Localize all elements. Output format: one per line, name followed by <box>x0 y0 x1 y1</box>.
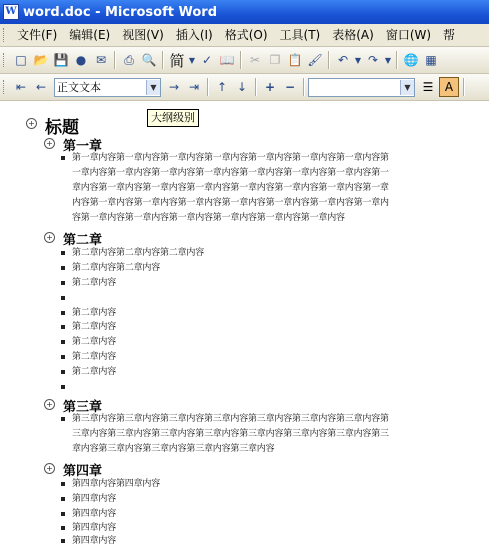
print-preview-icon[interactable]: 🔍 <box>141 53 157 67</box>
list-item <box>61 492 397 507</box>
chapter2-body-text[interactable]: 第二章内容 <box>72 367 117 377</box>
chapter2-body-text[interactable]: 第二章内容 <box>72 352 117 362</box>
chapter4-body-text[interactable]: 第四章内容 <box>72 494 117 504</box>
dropdown-arrow-icon[interactable]: ▼ <box>354 55 362 65</box>
list-item <box>61 320 397 335</box>
collapse-icon[interactable]: − <box>284 80 296 94</box>
menu-insert[interactable]: 插入(I) <box>175 28 213 42</box>
list-item <box>61 246 397 261</box>
standard-toolbar <box>0 47 489 74</box>
demote-icon[interactable]: → <box>168 80 180 94</box>
outline-level-tooltip: 大纲级别 <box>147 109 199 127</box>
dropdown-arrow-icon[interactable]: ▼ <box>146 80 160 95</box>
tables-borders-icon[interactable]: ▦ <box>425 53 437 67</box>
body-text-bullet-icon[interactable] <box>61 296 65 300</box>
body-text-bullet-icon[interactable] <box>61 539 65 543</box>
body-text-bullet-icon[interactable] <box>61 266 65 270</box>
outline-body-row <box>61 412 397 457</box>
toolbar-separator <box>240 51 242 69</box>
outline-level-value: 正文文本 <box>57 81 101 94</box>
word-app-icon: W <box>3 4 19 20</box>
chapter4-body-text[interactable]: 第四章内容第四章内容 <box>72 479 161 489</box>
show-level-combo[interactable] <box>308 78 415 97</box>
body-text-bullet-icon[interactable] <box>61 340 65 344</box>
show-formatting-icon[interactable]: A <box>439 77 459 97</box>
body-text-bullet-icon[interactable] <box>61 385 65 389</box>
document-title[interactable]: 标题 <box>45 118 79 138</box>
toolbar-separator <box>162 51 164 69</box>
copy-icon[interactable]: ❐ <box>269 53 281 67</box>
menu-format[interactable]: 格式(O) <box>224 28 268 42</box>
outline-expand-icon[interactable]: + <box>44 463 55 474</box>
undo-icon[interactable]: ↶ <box>337 53 349 67</box>
chapter2-body-text[interactable]: 第二章内容 <box>72 308 117 318</box>
chapter3-body-text[interactable]: 第三章内容第三章内容第三章内容第三章内容第三章内容第三章内容第三章内容第三章内容第三章内容第三章内容第三章内容第三章内容第三章内容第三章内容第三章内容第三章内容第三章内容第三章内容第三章内容 <box>72 414 389 454</box>
body-text-bullet-icon[interactable] <box>61 512 65 516</box>
body-text-bullet-icon[interactable] <box>61 311 65 315</box>
demote-to-body-icon[interactable]: ⇥ <box>188 80 200 94</box>
body-text-bullet-icon[interactable] <box>61 417 65 421</box>
chapter2-body-text[interactable]: 第二章内容 <box>72 337 117 347</box>
list-item <box>61 477 397 492</box>
body-text-bullet-icon[interactable] <box>61 251 65 255</box>
chapter2-body-text[interactable]: 第二章内容 <box>72 278 117 288</box>
permission-icon[interactable]: ● <box>75 53 87 67</box>
email-icon[interactable]: ✉ <box>95 53 107 67</box>
save-icon[interactable]: 💾 <box>53 53 69 67</box>
menu-bar <box>0 24 489 47</box>
paste-icon[interactable]: 📋 <box>287 53 303 67</box>
list-item <box>61 291 397 300</box>
dropdown-arrow-icon[interactable]: ▼ <box>384 55 392 65</box>
toolbar-separator <box>114 51 116 69</box>
body-text-bullet-icon[interactable] <box>61 526 65 530</box>
menu-edit[interactable]: 编辑(E) <box>69 28 111 42</box>
body-text-bullet-icon[interactable] <box>61 156 65 160</box>
new-document-icon[interactable]: □ <box>15 53 27 67</box>
show-first-line-icon[interactable]: ☰ <box>422 80 434 94</box>
toolbar-grip-handle[interactable] <box>3 53 7 67</box>
toolbar-separator <box>303 78 305 96</box>
chapter4-body-text[interactable]: 第四章内容 <box>72 536 117 546</box>
list-item <box>61 380 397 389</box>
chapter1-body-text[interactable]: 第一章内容第一章内容第一章内容第一章内容第一章内容第一章内容第一章内容第一章内容第一章内容第一章内容第一章内容第一章内容第一章内容第一章内容第一章内容第一章内容第一章内容第一章内容第一章内容第一章内容第一章内容第一章内容第一章内容第一章内容第一章内容第一章内容第一章内容第一章内容第一章内容第一章内容第一章内容第一章内容第一章内容第一章内容第一章内容 <box>72 153 389 223</box>
menu-help[interactable]: 帮 <box>443 28 456 42</box>
outline-expand-icon[interactable]: + <box>26 118 37 129</box>
chapter3-heading[interactable]: 第三章 <box>63 400 103 415</box>
body-text-bullet-icon[interactable] <box>61 497 65 501</box>
toolbar-grip-handle[interactable] <box>3 80 7 94</box>
list-item <box>61 335 397 350</box>
outline-body-row <box>61 151 397 226</box>
body-text-bullet-icon[interactable] <box>61 281 65 285</box>
chapter4-body-text[interactable]: 第四章内容 <box>72 509 117 519</box>
redo-icon[interactable]: ↷ <box>367 53 379 67</box>
list-item <box>61 276 397 291</box>
chapter2-body-text[interactable]: 第二章内容第二章内容第二章内容 <box>72 248 205 258</box>
menu-view[interactable]: 视图(V) <box>122 28 164 42</box>
menu-window[interactable]: 窗口(W) <box>385 28 432 42</box>
dropdown-arrow-icon[interactable]: ▼ <box>400 80 414 95</box>
title-bar <box>0 0 489 24</box>
list-item <box>61 261 397 276</box>
promote-icon[interactable]: ← <box>35 80 47 94</box>
chapter4-body-text[interactable]: 第四章内容 <box>72 523 117 533</box>
spelling-icon[interactable]: ✓ <box>201 53 213 67</box>
list-item <box>61 350 397 365</box>
hyperlink-icon[interactable]: 🌐 <box>403 53 419 67</box>
body-text-bullet-icon[interactable] <box>61 325 65 329</box>
body-text-bullet-icon[interactable] <box>61 482 65 486</box>
chapter1-heading[interactable]: 第一章 <box>63 139 103 154</box>
outline-level-combo[interactable] <box>54 78 161 97</box>
body-text-bullet-icon[interactable] <box>61 355 65 359</box>
menu-tools[interactable]: 工具(T) <box>279 28 321 42</box>
list-item <box>61 306 397 321</box>
cut-icon[interactable]: ✂ <box>249 53 261 67</box>
chinese-conversion-icon[interactable]: 简 <box>169 51 185 70</box>
chapter2-heading[interactable]: 第二章 <box>63 233 103 248</box>
move-up-icon[interactable]: ↑ <box>216 80 228 94</box>
research-icon[interactable]: 📖 <box>219 53 235 67</box>
promote-to-heading1-icon[interactable]: ⇤ <box>15 80 27 94</box>
list-item <box>61 534 397 549</box>
toolbar-separator <box>207 78 209 96</box>
open-folder-icon[interactable]: 📂 <box>33 53 49 67</box>
toolbar-separator <box>463 78 465 96</box>
chapter2-body-text[interactable]: 第二章内容 <box>72 322 117 332</box>
menu-file[interactable]: 文件(F) <box>17 28 58 42</box>
print-icon[interactable]: ⎙ <box>124 52 134 67</box>
toolbar-separator <box>396 51 398 69</box>
outline-expand-icon[interactable]: + <box>44 232 55 243</box>
format-painter-icon[interactable]: 🖌 <box>307 53 323 67</box>
list-item <box>61 365 397 380</box>
list-item <box>61 507 397 522</box>
expand-icon[interactable]: + <box>264 80 276 94</box>
menu-grip-handle[interactable] <box>3 28 7 42</box>
dropdown-arrow-icon[interactable]: ▼ <box>188 55 196 65</box>
window-title: word.doc - Microsoft Word <box>23 4 218 20</box>
chapter2-body-text[interactable]: 第二章内容第二章内容 <box>72 263 161 273</box>
menu-table[interactable]: 表格(A) <box>332 28 374 42</box>
body-text-bullet-icon[interactable] <box>61 370 65 374</box>
outlining-toolbar <box>0 74 489 101</box>
toolbar-separator <box>255 78 257 96</box>
chapter4-heading[interactable]: 第四章 <box>63 464 103 479</box>
outline-expand-icon[interactable]: + <box>44 399 55 410</box>
outline-expand-icon[interactable]: + <box>44 138 55 149</box>
move-down-icon[interactable]: ↓ <box>236 80 248 94</box>
toolbar-separator <box>328 51 330 69</box>
